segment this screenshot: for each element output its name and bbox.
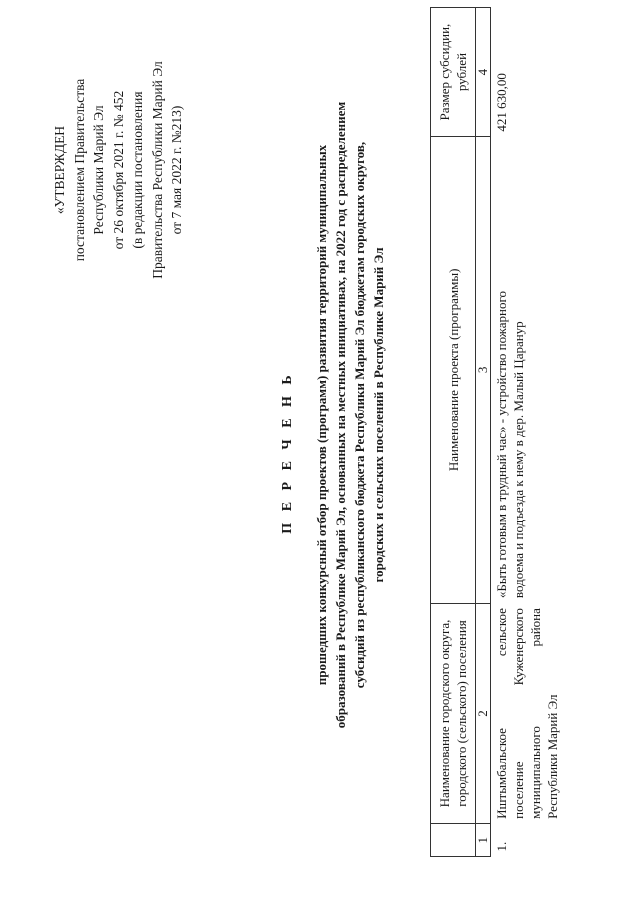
projects-table bbox=[430, 7, 563, 857]
document-subtitle bbox=[312, 65, 388, 765]
subtitle-line: образований в Республике Марий Эл, основанных на местных инициативах, на 2022 год с распределением bbox=[333, 101, 348, 729]
document-title: П Е Р Е Ч Е Н Ь bbox=[280, 371, 295, 534]
header-col-amount: Размер субсидии, рублей bbox=[431, 8, 476, 137]
row-municipality: Иштымбальское сельское поселение Куженерского муниципального района Республики Марий Эл bbox=[491, 603, 564, 824]
subtitle-line: субсидий из республиканского бюджета Республики Марий Эл бюджетам городских округов, bbox=[352, 141, 367, 689]
approval-line: (в редакции постановления bbox=[130, 91, 145, 249]
approval-line: Правительства Республики Марий Эл bbox=[149, 61, 165, 279]
table-header-row bbox=[431, 8, 476, 857]
approval-line: Республики Марий Эл bbox=[91, 105, 106, 235]
approval-line: от 7 мая 2022 г. №213) bbox=[169, 105, 184, 235]
approval-stamp bbox=[50, 10, 187, 330]
row-project: «Быть готовым в трудный час» - устройство пожарного водоема и подъезда к нему в дер. Малый Царанур bbox=[491, 137, 564, 603]
header-col-num bbox=[431, 824, 476, 857]
column-number: 2 bbox=[476, 603, 491, 824]
row-amount: 421 630,00 bbox=[491, 8, 564, 137]
column-number: 3 bbox=[476, 137, 491, 603]
table-column-numbers-row bbox=[476, 8, 491, 857]
approval-line: «УТВЕРЖДЕН bbox=[52, 125, 67, 215]
approval-line: постановлением Правительства bbox=[71, 78, 87, 262]
subtitle-line: прошедших конкурсный отбор проектов (программ) развития территорий муниципальных bbox=[314, 144, 329, 686]
header-col-project: Наименование проекта (программы) bbox=[431, 137, 476, 603]
header-col-municipality: Наименование городского округа, городского (сельского) поселения bbox=[431, 603, 476, 824]
column-number: 4 bbox=[476, 8, 491, 137]
row-number: 1. bbox=[491, 824, 564, 857]
table-row bbox=[491, 8, 564, 857]
approval-line: от 26 октября 2021 г. № 452 bbox=[110, 90, 126, 250]
subtitle-line: городских и сельских поселений в Республике Марий Эл bbox=[371, 247, 386, 583]
column-number: 1 bbox=[476, 824, 491, 857]
